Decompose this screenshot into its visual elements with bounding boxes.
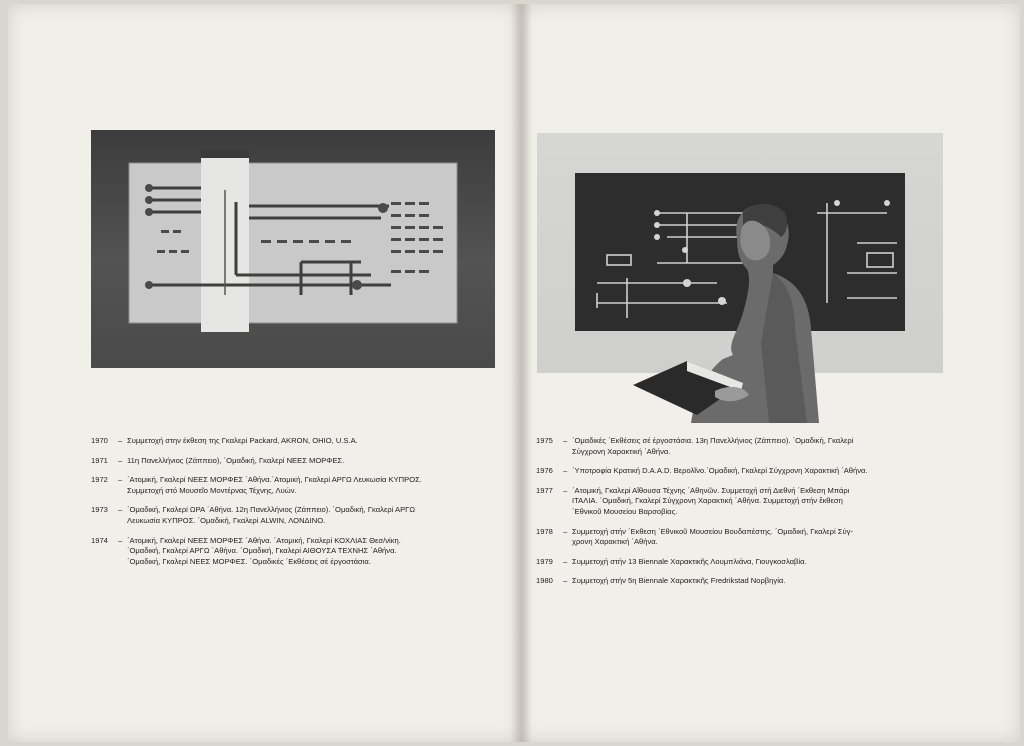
artist-photo-right — [537, 133, 943, 373]
entry-description: ΄Ομαδικές ΄Εκθέσεις σέ ἐργοστάσια. 13η Πανελλήνιος (Ζάππειο). ΄Ομαδική, Γκαλερί Σύγχρονη Χαρακτική ΄Αθήνα. — [572, 436, 854, 456]
exhibition-list-right — [536, 436, 952, 596]
entry-dash: – — [118, 535, 123, 545]
entry-description: Συμμετοχή στήν ΄Εκθεση ΄Εθνικοῦ Μουσείου Βουδαπέστης. ΄Ομαδική, Γκαλερί Σύγ- χρονη Χαρακτική ΄Αθήνα. — [572, 526, 853, 547]
exhibition-entry — [536, 436, 952, 457]
entry-dash: – — [118, 455, 123, 465]
entry-description: 11η Πανελλήνιος (Ζάππειο), ΄Ομαδική, Γκαλερί ΝΕΕΣ ΜΟΡΦΕΣ. — [127, 455, 345, 465]
entry-dash: – — [563, 576, 568, 586]
entry-dash: – — [563, 436, 568, 445]
artwork-photo-left — [91, 130, 495, 368]
entry-dash: – — [118, 475, 123, 485]
entry-dash: – — [563, 485, 568, 495]
entry-dash: – — [118, 436, 123, 445]
exhibition-entry — [91, 475, 511, 496]
entry-dash: – — [563, 556, 568, 566]
exhibition-entry — [91, 456, 511, 467]
exhibition-entry — [91, 436, 511, 447]
entry-year: 1980 — [536, 576, 553, 586]
entry-year: 1976 — [536, 466, 553, 476]
entry-dash: – — [563, 466, 568, 476]
entry-year: 1979 — [536, 556, 553, 566]
entry-description: Συμμετοχή στήν 5η Biennale Χαρακτικῆς Fredrikstad Νορβηγία. — [572, 576, 786, 586]
entry-description: Συμμετοχή στήν 13 Biennale Χαρακτικῆς Λουμπλιάνα, Γιουγκοσλαβία. — [572, 556, 807, 566]
entry-year: 1975 — [536, 436, 553, 445]
exhibition-entry — [91, 505, 511, 526]
entry-year: 1970 — [91, 436, 108, 445]
exhibition-entry — [536, 576, 952, 587]
entry-dash: – — [118, 505, 123, 515]
entry-year: 1972 — [91, 475, 108, 485]
entry-year: 1971 — [91, 455, 108, 465]
entry-description: ΄Ατομική, Γκαλερί ΝΕΕΣ ΜΟΡΦΕΣ ΄Αθήνα.΄Ατομική, Γκαλερί ΑΡΓΩ Λευκωσία ΚΥΠΡΟΣ. Συμμετοχή στό Μουσεῖο Μοντέρνας Τέχνης, Λυών. — [127, 475, 422, 495]
entry-description: ΄Ατομική, Γκαλερί ΝΕΕΣ ΜΟΡΦΕΣ ΄Αθήνα. ΄Ατομική, Γκαλερί ΚΟΧΛΙΑΣ Θεσ/νίκη. ΄Ομαδική, Γκαλερί ΑΡΓΩ ΄Αθήνα. ΄Ομαδική, Γκαλερί ΑΙΘΟΥΣΑ ΤΕΧΝΗΣ ΄Αθήνα. ΄Ομαδική, Γκαλερί ΝΕΕΣ ΜΟΡΦΕΣ. ΄Ομαδικές ΄Εκθέσεις σέ ἐργοστάσια. — [127, 535, 401, 566]
entry-description: Συμμετοχή στην έκθεση της Γκαλερί Packard, AKRON, OHIO, U.S.A. — [127, 436, 358, 445]
exhibition-list-left — [91, 436, 511, 576]
entry-year: 1974 — [91, 535, 108, 545]
entry-description: ΄Ομαδική, Γκαλερί ΩΡΑ ΄Αθήνα. 12η Πανελλήνιος (Ζάππειο). ΄Ομαδική, Γκαλερί ΑΡΓΩ Λευκωσία ΚΥΠΡΟΣ. ΄Ομαδική, Γκαλερί ALWIN, ΛΟΝΔΙΝΟ. — [127, 505, 416, 525]
entry-dash: – — [563, 526, 568, 536]
entry-description: ΄Ατομική, Γκαλερί Αἴθουσα Τέχνης ΄Αθηνῶν. Συμμετοχή στή Διεθνή ΄Εκθεση Μπάρι ΙΤΑΛΙΑ. ΄Ομαδική, Γκαλερί Σύγχρονη Χαρακτική ΄Αθήνα. Συμμετοχή στήν ἔκθεση ΄Εθνικοῦ Μουσείου Βαρσοβίας. — [572, 485, 850, 516]
exhibition-entry — [536, 486, 952, 518]
entry-year: 1978 — [536, 526, 553, 536]
entry-description: ΄Υποτροφία Κρατική D.A.A.D. Βερολῖνο.΄Ομαδική, Γκαλερί Σύγχρονη Χαρακτική ΄Αθήνα. — [572, 466, 868, 476]
entry-year: 1977 — [536, 485, 553, 495]
exhibition-entry — [536, 527, 952, 548]
entry-year: 1973 — [91, 505, 108, 515]
left-page — [8, 4, 520, 742]
exhibition-entry — [536, 557, 952, 568]
exhibition-entry — [91, 536, 511, 568]
exhibition-entry — [536, 466, 952, 477]
